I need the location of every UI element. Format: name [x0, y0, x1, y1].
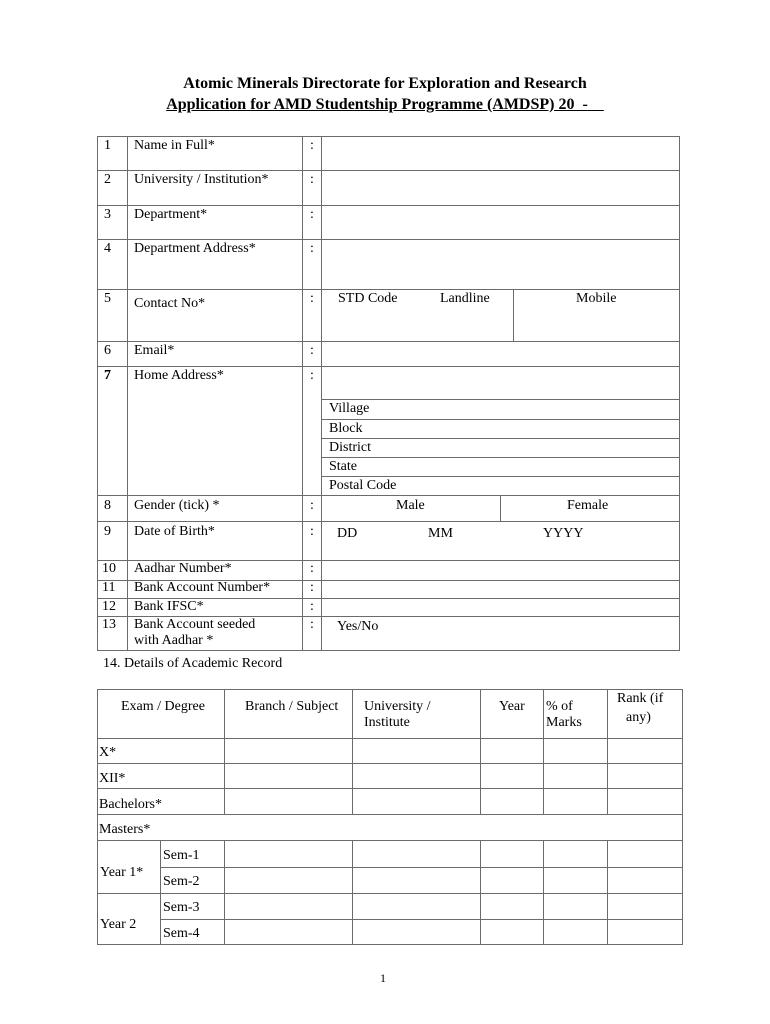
row-number: 6 — [104, 343, 111, 358]
col-marks: % of — [546, 699, 573, 714]
row-bachelors: Bachelors* — [99, 797, 162, 812]
address-district[interactable]: District — [329, 440, 371, 455]
row-number: 1 — [104, 138, 111, 153]
address-postal-code[interactable]: Postal Code — [329, 478, 397, 493]
colon: : — [310, 617, 314, 632]
department-input[interactable] — [322, 206, 679, 239]
row-number: 12 — [102, 599, 116, 614]
row-year1: Year 1* — [100, 865, 144, 880]
landline-input[interactable] — [322, 308, 512, 341]
label-bank-account: Bank Account Number* — [134, 580, 271, 595]
row-xii: XII* — [99, 771, 126, 786]
col-rank-line2: any) — [626, 710, 651, 725]
colon: : — [310, 524, 314, 539]
gender-male-option[interactable]: Male — [396, 498, 425, 513]
name-input[interactable] — [322, 137, 679, 170]
address-state[interactable]: State — [329, 459, 357, 474]
colon: : — [310, 207, 314, 222]
row-number: 11 — [102, 580, 116, 595]
label-department-address: Department Address* — [134, 241, 256, 256]
label-seeded-line2: with Aadhar * — [134, 633, 214, 648]
colon: : — [310, 172, 314, 187]
label-ifsc: Bank IFSC* — [134, 599, 204, 614]
seeded-yes-no[interactable]: Yes/No — [337, 619, 379, 634]
colon: : — [310, 599, 314, 614]
col-exam-degree: Exam / Degree — [121, 699, 205, 714]
colon: : — [310, 368, 314, 383]
col-year: Year — [499, 699, 525, 714]
dob-year[interactable]: YYYY — [543, 526, 584, 541]
row-sem3: Sem-3 — [163, 900, 200, 915]
department-address-input[interactable] — [322, 240, 679, 289]
mobile-input[interactable] — [514, 308, 679, 341]
label-aadhar: Aadhar Number* — [134, 561, 232, 576]
mobile-label: Mobile — [576, 291, 617, 306]
subtitle-text: Application for AMD Studentship Programme (AMDSP) 20 — [166, 96, 575, 113]
row-number: 9 — [104, 524, 111, 539]
colon: : — [310, 580, 314, 595]
row-number: 10 — [102, 561, 116, 576]
dob-month[interactable]: MM — [428, 526, 453, 541]
row-number: 13 — [102, 617, 116, 632]
label-department: Department* — [134, 207, 208, 222]
row-masters: Masters* — [99, 822, 151, 837]
colon: : — [310, 241, 314, 256]
dob-day[interactable]: DD — [337, 526, 358, 541]
label-seeded: Bank Account seeded — [134, 617, 256, 632]
page-subtitle — [0, 96, 770, 114]
page-title: Atomic Minerals Directorate for Exploration and Research — [183, 75, 587, 92]
col-marks-line2: Marks — [546, 715, 582, 730]
colon: : — [310, 343, 314, 358]
row-sem2: Sem-2 — [163, 874, 200, 889]
colon: : — [310, 561, 314, 576]
row-sem1: Sem-1 — [163, 848, 200, 863]
landline-label: Landline — [440, 291, 490, 306]
row-number: 2 — [104, 172, 111, 187]
row-number: 7 — [104, 368, 111, 383]
row-sem4: Sem-4 — [163, 926, 200, 941]
row-number: 8 — [104, 498, 111, 513]
address-village[interactable]: Village — [329, 401, 370, 416]
address-block[interactable]: Block — [329, 421, 363, 436]
subtitle-suffix: - — [574, 96, 588, 113]
col-rank: Rank (if — [617, 691, 664, 706]
colon: : — [310, 291, 314, 306]
row-year2: Year 2 — [100, 917, 137, 932]
gender-female-option[interactable]: Female — [567, 498, 609, 513]
ifsc-input[interactable] — [322, 599, 679, 616]
label-name: Name in Full* — [134, 138, 215, 153]
colon: : — [310, 498, 314, 513]
label-dob: Date of Birth* — [134, 524, 215, 539]
page-number: 1 — [380, 971, 386, 985]
row-number: 5 — [104, 291, 111, 306]
col-university: University / — [364, 699, 431, 714]
row-number: 4 — [104, 241, 111, 256]
label-home-address: Home Address* — [134, 368, 224, 383]
colon: : — [310, 138, 314, 153]
aadhar-input[interactable] — [322, 561, 679, 580]
row-number: 3 — [104, 207, 111, 222]
university-input[interactable] — [322, 171, 679, 205]
bank-account-input[interactable] — [322, 581, 679, 598]
email-input[interactable] — [322, 342, 679, 366]
row-x: X* — [99, 745, 117, 760]
col-university-line2: Institute — [364, 715, 410, 730]
std-code-label: STD Code — [338, 291, 398, 306]
label-contact: Contact No* — [134, 296, 206, 311]
academic-title: 14. Details of Academic Record — [103, 656, 283, 671]
label-gender: Gender (tick) * — [134, 498, 220, 513]
label-email: Email* — [134, 343, 175, 358]
label-university: University / Institution* — [134, 172, 269, 187]
col-branch-subject: Branch / Subject — [245, 699, 339, 714]
